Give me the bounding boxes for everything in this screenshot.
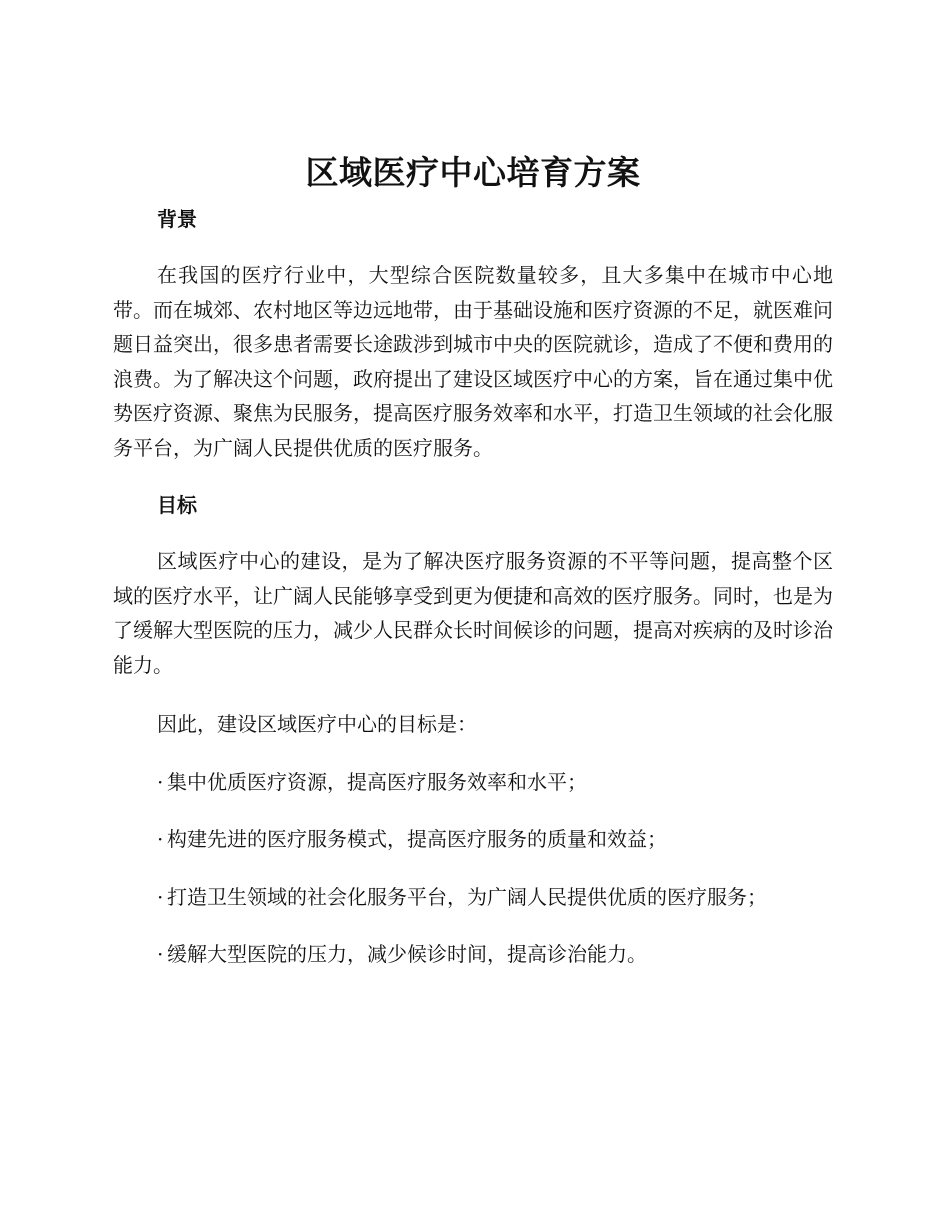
list-item-text: 打造卫生领域的社会化服务平台，为广阔人民提供优质的医疗服务； — [167, 884, 767, 909]
bullet-dot-icon: · — [157, 769, 164, 794]
list-item — [113, 822, 833, 857]
bullet-dot-icon: · — [157, 884, 164, 909]
section-heading-goals: 目标 — [157, 493, 197, 517]
goals-paragraph: 区域医疗中心的建设，是为了解决医疗服务资源的不平等问题，提高整个区域的医疗水平，让广阔人民能够享受到更为便捷和高效的医疗服务。同时，也是为了缓解大型医院的压力，减少人民群众长时间候诊的问题，提高对疾病的及时诊治能力。 — [113, 549, 833, 677]
list-item — [113, 765, 833, 800]
goals-intro-paragraph: 因此，建设区域医疗中心的目标是： — [157, 712, 477, 736]
list-item — [113, 880, 833, 915]
list-item-text: 构建先进的医疗服务模式，提高医疗服务的质量和效益； — [167, 827, 667, 851]
document-title: 区域医疗中心培育方案 — [305, 153, 641, 192]
list-item-text: 缓解大型医院的压力，减少候诊时间，提高诊治能力。 — [167, 942, 647, 966]
section-heading-background: 背景 — [157, 207, 197, 231]
bullet-dot-icon: · — [157, 827, 164, 851]
document-body — [113, 150, 833, 972]
goals-bullet-list — [113, 765, 833, 972]
bullet-dot-icon: · — [157, 942, 164, 966]
background-paragraph: 在我国的医疗行业中，大型综合医院数量较多，且大多集中在城市中心地带。而在城郊、农村地区等边远地带，由于基础设施和医疗资源的不足，就医难问题日益突出，很多患者需要长途跋涉到城市中央的医院就诊，造成了不便和费用的浪费。为了解决这个问题，政府提出了建设区域医疗中心的方案，旨在通过集中优势医疗资源、聚焦为民服务，提高医疗服务效率和水平，打造卫生领域的社会化服务平台，为广阔人民提供优质的医疗服务。 — [113, 263, 833, 460]
list-item — [113, 937, 833, 972]
list-item-text: 集中优质医疗资源，提高医疗服务效率和水平； — [167, 769, 587, 794]
